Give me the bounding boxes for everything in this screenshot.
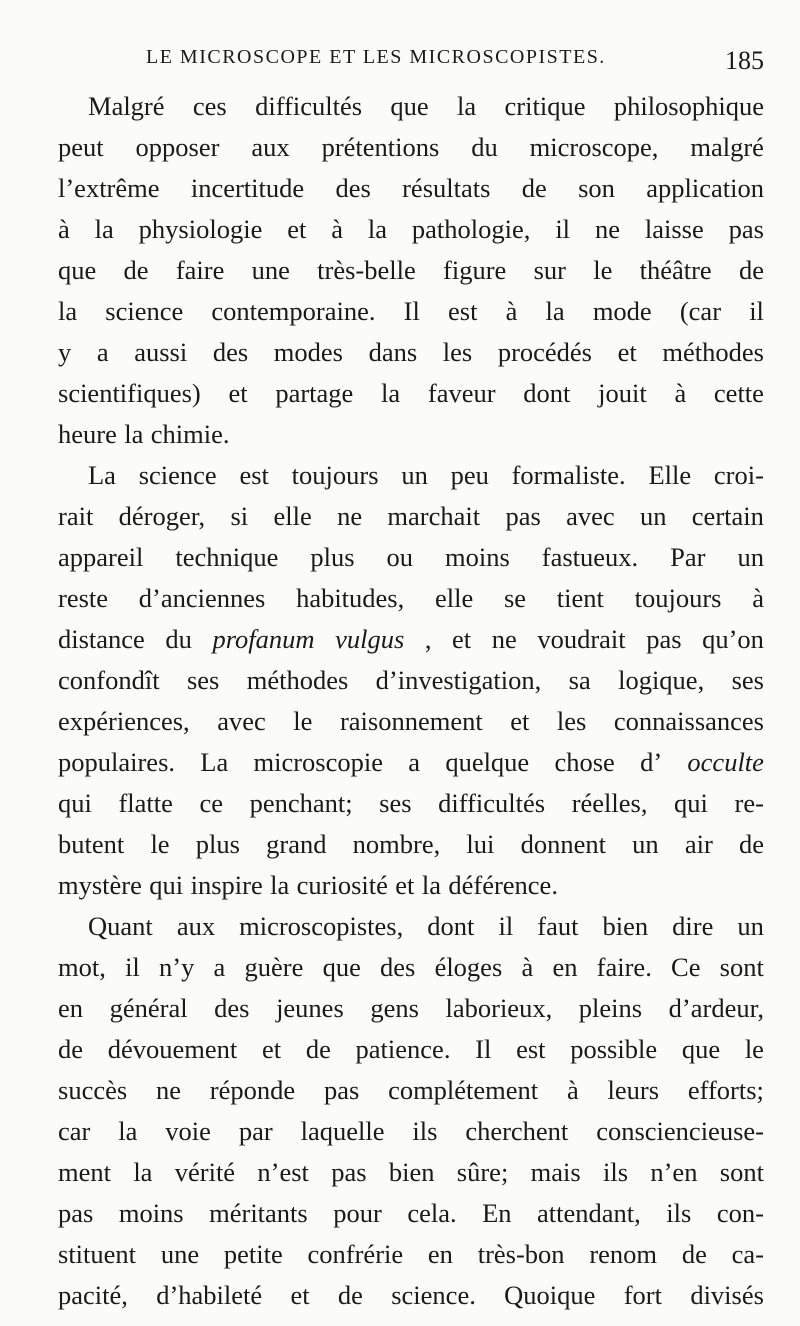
word: la — [381, 378, 401, 408]
word: science — [138, 460, 217, 490]
word: et — [617, 337, 637, 367]
word: ou — [386, 542, 413, 572]
word: pacité, — [58, 1280, 128, 1310]
word: sur — [533, 255, 566, 285]
word: d’investigation, — [375, 665, 542, 695]
word: critique — [504, 91, 586, 121]
text-line — [58, 1152, 764, 1193]
word: croi- — [713, 460, 764, 490]
word: microscopistes, — [239, 911, 404, 941]
word: a — [408, 747, 421, 777]
word: toujours — [634, 583, 722, 613]
word: une — [251, 255, 290, 285]
word: très-bon — [477, 1239, 565, 1269]
word: réponde — [209, 1075, 296, 1105]
word: que — [390, 91, 429, 121]
word: de — [337, 1280, 363, 1310]
word: (car — [679, 296, 722, 326]
word: mode — [592, 296, 652, 326]
word: reste — [58, 583, 109, 613]
text-line — [58, 168, 764, 209]
word: aussi — [134, 337, 188, 367]
text-line — [58, 906, 764, 947]
word: de — [738, 255, 764, 285]
word: les — [442, 337, 473, 367]
word: méthodes — [246, 665, 349, 695]
word: de — [305, 1034, 331, 1064]
word: dont — [427, 911, 475, 941]
word: incertitude — [190, 173, 305, 203]
word: de — [521, 173, 547, 203]
word: déroger, — [118, 501, 206, 531]
word: formaliste. — [511, 460, 626, 490]
word: qui — [674, 788, 708, 818]
word: à — [521, 952, 534, 982]
word: laborieux, — [445, 993, 553, 1023]
word: elle — [434, 583, 474, 613]
word: figure — [443, 255, 507, 285]
word: en — [58, 993, 84, 1023]
word: habitudes, — [296, 583, 405, 613]
text-line — [58, 209, 764, 250]
word: un — [632, 829, 659, 859]
word: du — [165, 624, 192, 654]
word: ces — [192, 91, 227, 121]
word: à — [58, 214, 70, 244]
word: ils — [412, 1116, 438, 1146]
word: possible — [570, 1034, 658, 1064]
word: de — [58, 1034, 84, 1064]
word: une — [160, 1239, 200, 1269]
word: à — [331, 214, 344, 244]
text-line — [58, 250, 764, 291]
word: Quant — [88, 911, 153, 941]
word: a — [213, 952, 226, 982]
word: et — [287, 214, 307, 244]
word: , — [424, 624, 432, 654]
word: petite — [223, 1239, 283, 1269]
word: et — [452, 624, 472, 654]
text-line — [58, 537, 764, 578]
word: confondît — [58, 665, 160, 695]
word: succès — [58, 1075, 128, 1105]
paragraph — [58, 906, 764, 1316]
word: réelles, — [571, 788, 648, 818]
word: leurs — [607, 1075, 660, 1105]
word: est — [448, 296, 478, 326]
word: La — [200, 747, 229, 777]
word: de — [123, 255, 149, 285]
word: donnent — [520, 829, 606, 859]
word: sa — [568, 665, 591, 695]
word: éloges — [434, 952, 503, 982]
word: son — [578, 173, 615, 203]
word: certain — [691, 501, 764, 531]
word: faire — [175, 255, 225, 285]
word: de — [738, 829, 764, 859]
word: d’habileté — [156, 1280, 263, 1310]
word: a — [96, 337, 109, 367]
text-line — [58, 1193, 764, 1234]
word: science — [105, 296, 184, 326]
word: le — [744, 1034, 764, 1064]
text-line — [58, 660, 764, 701]
text-line — [58, 1111, 764, 1152]
word: le — [150, 829, 170, 859]
word: d’ — [640, 747, 663, 777]
word: et — [228, 378, 248, 408]
word: qui — [58, 788, 92, 818]
word: la — [133, 1157, 153, 1187]
word: rait — [58, 501, 94, 531]
word: logique, — [618, 665, 705, 695]
word: voudrait — [537, 624, 626, 654]
word: n’en — [650, 1157, 698, 1187]
word: par — [238, 1116, 273, 1146]
word: distance — [58, 624, 145, 654]
word: prétentions — [321, 132, 440, 162]
word: pas — [728, 214, 764, 244]
word: pathologie, — [411, 214, 531, 244]
text-line — [58, 1234, 764, 1275]
word: la — [270, 870, 290, 900]
word: l’extrême — [58, 173, 160, 203]
page-number: 185 — [725, 46, 764, 75]
text-line — [58, 578, 764, 619]
word: connaissances — [613, 706, 764, 736]
word: les — [556, 706, 587, 736]
word: physiologie — [138, 214, 263, 244]
word: renom — [589, 1239, 658, 1269]
word: jouit — [598, 378, 647, 408]
word: est — [239, 460, 269, 490]
word: sont — [719, 952, 764, 982]
word: dire — [672, 911, 714, 941]
word: plus — [310, 542, 355, 572]
text-line — [58, 1029, 764, 1070]
word: un — [639, 501, 667, 531]
word: en — [552, 952, 578, 982]
word: n’est — [257, 1157, 309, 1187]
word: la — [118, 1116, 138, 1146]
word: butent — [58, 829, 125, 859]
text-line — [58, 127, 764, 168]
word: ses — [186, 665, 220, 695]
word: confrérie — [307, 1239, 404, 1269]
word: faveur — [427, 378, 496, 408]
word: la — [545, 296, 565, 326]
word: déférence. — [448, 870, 558, 900]
word: ne — [155, 1075, 181, 1105]
text-line — [58, 455, 764, 496]
text-line — [58, 373, 764, 414]
word: toujours — [291, 460, 379, 490]
word: qu’on — [702, 624, 764, 654]
word: il — [749, 296, 764, 326]
word: du — [471, 132, 498, 162]
word: avec — [566, 501, 615, 531]
word: moins — [444, 542, 510, 572]
word: dévouement — [107, 1034, 238, 1064]
word: chimie. — [150, 419, 230, 449]
word: grand — [266, 829, 327, 859]
page-header — [58, 46, 764, 86]
word: la — [457, 91, 477, 121]
word: pas — [646, 624, 682, 654]
word: curiosité — [296, 870, 388, 900]
word: gens — [370, 993, 419, 1023]
word: y — [58, 337, 72, 367]
word: ca- — [731, 1239, 764, 1269]
word: nombre, — [352, 829, 441, 859]
word: que — [322, 952, 361, 982]
word: Elle — [648, 460, 692, 490]
word: flatte — [118, 788, 173, 818]
text-line — [58, 496, 764, 537]
word: vulgus — [335, 624, 405, 654]
word: microscope, — [529, 132, 659, 162]
word: un — [401, 460, 428, 490]
word: en — [427, 1239, 453, 1269]
word: des — [335, 173, 371, 203]
word: technique — [175, 542, 279, 572]
word: un — [737, 542, 764, 572]
word: air — [684, 829, 713, 859]
word: consciencieuse- — [596, 1116, 764, 1146]
word: jeunes — [276, 993, 344, 1023]
word: pas — [505, 501, 541, 531]
word: bien — [388, 1157, 435, 1187]
word: En — [482, 1198, 512, 1228]
word: peut — [58, 132, 104, 162]
word: plus — [195, 829, 240, 859]
word: sont — [719, 1157, 764, 1187]
word: d’ardeur, — [668, 993, 764, 1023]
word: penchant; — [249, 788, 353, 818]
text-line — [58, 865, 764, 906]
word: ne — [491, 624, 517, 654]
word: pas — [323, 1075, 360, 1105]
word: divisés — [690, 1280, 764, 1310]
word: quelque — [445, 747, 530, 777]
word: application — [646, 173, 764, 203]
word: la — [94, 214, 114, 244]
word: car — [58, 1116, 91, 1146]
word: très-belle — [317, 255, 416, 285]
word: La — [88, 460, 116, 490]
text-line — [58, 824, 764, 865]
word: profanum — [212, 624, 315, 654]
word: cherchent — [465, 1116, 569, 1146]
word: méthodes — [662, 337, 764, 367]
word: lui — [466, 829, 495, 859]
word: ne — [337, 501, 363, 531]
word: occulte — [687, 747, 764, 777]
word: marchait — [387, 501, 481, 531]
word: méritants — [209, 1198, 308, 1228]
word: peu — [450, 460, 489, 490]
word: des — [214, 993, 250, 1023]
word: dont — [523, 378, 571, 408]
word: théâtre — [639, 255, 712, 285]
word: et — [261, 1034, 282, 1064]
word: elle — [273, 501, 312, 531]
word: la — [124, 419, 144, 449]
word: ses — [379, 788, 412, 818]
word: dans — [368, 337, 418, 367]
word: à — [674, 378, 687, 408]
word: complétement — [388, 1075, 539, 1105]
word: pour — [333, 1198, 382, 1228]
word: pas — [58, 1198, 94, 1228]
word: à — [752, 583, 764, 613]
word: inspire — [190, 870, 263, 900]
text-line — [58, 414, 764, 455]
word: philosophique — [613, 91, 764, 121]
word: il — [125, 952, 140, 982]
word: des — [380, 952, 416, 982]
text-line — [58, 1275, 764, 1316]
word: partage — [275, 378, 354, 408]
word: laisse — [644, 214, 704, 244]
word: si — [230, 501, 249, 531]
text-line — [58, 947, 764, 988]
text-line — [58, 783, 764, 824]
word: patience. — [355, 1034, 451, 1064]
word: ils — [666, 1198, 692, 1228]
word: guère — [244, 952, 304, 982]
word: appareil — [58, 542, 144, 572]
text-line — [58, 742, 764, 783]
word: bien — [602, 911, 649, 941]
word: efforts; — [687, 1075, 764, 1105]
word: laquelle — [300, 1116, 385, 1146]
word: stituent — [58, 1239, 137, 1269]
word: science. — [391, 1280, 476, 1310]
word: difficultés — [438, 788, 546, 818]
word: la — [58, 296, 78, 326]
word: Il — [403, 296, 420, 326]
word: mot, — [58, 952, 106, 982]
word: et — [510, 706, 530, 736]
word: populaires. — [58, 747, 176, 777]
text-line — [58, 86, 764, 127]
word: microscopie — [253, 747, 384, 777]
word: avec — [217, 706, 266, 736]
word: la — [421, 870, 441, 900]
word: raisonnement — [339, 706, 483, 736]
word: il — [498, 911, 514, 941]
text-line — [58, 988, 764, 1029]
word: général — [109, 993, 188, 1023]
word: que — [58, 255, 97, 285]
word: se — [503, 583, 527, 613]
word: faire. — [596, 952, 652, 982]
word: de — [681, 1239, 707, 1269]
word: aux — [176, 911, 216, 941]
word: résultats — [402, 173, 491, 203]
word: malgré — [690, 132, 764, 162]
word: chose — [554, 747, 615, 777]
word: n’y — [159, 952, 195, 982]
text-line — [58, 1070, 764, 1111]
word: à — [505, 296, 518, 326]
word: cela. — [407, 1198, 457, 1228]
word: modes — [273, 337, 343, 367]
word: ment — [58, 1157, 111, 1187]
word: opposer — [135, 132, 220, 162]
word: le — [293, 706, 313, 736]
word: expériences, — [58, 706, 190, 736]
word: ses — [731, 665, 764, 695]
word: voie — [165, 1116, 211, 1146]
word: Malgré — [88, 91, 165, 121]
word: difficultés — [255, 91, 363, 121]
word: aux — [251, 132, 290, 162]
word: fort — [623, 1280, 662, 1310]
word: ils — [603, 1157, 629, 1187]
word: le — [593, 255, 613, 285]
word: contemporaine. — [211, 296, 376, 326]
word: qui — [149, 870, 184, 900]
word: la — [367, 214, 388, 244]
word: Il — [475, 1034, 492, 1064]
word: cette — [713, 378, 764, 408]
text-line — [58, 701, 764, 742]
word: mais — [530, 1157, 581, 1187]
word: il — [555, 214, 571, 244]
word: tient — [556, 583, 604, 613]
word: heure — [58, 419, 117, 449]
word: et — [290, 1280, 310, 1310]
word: scientifiques) — [58, 378, 201, 408]
running-title: LE MICROSCOPE ET LES MICROSCOPISTES. — [146, 46, 606, 68]
word: est — [516, 1034, 546, 1064]
word: vérité — [174, 1157, 236, 1187]
word: sûre; — [456, 1157, 509, 1187]
text-line — [58, 619, 764, 660]
word: d’anciennes — [138, 583, 266, 613]
text-line — [58, 332, 764, 373]
paragraph — [58, 86, 764, 455]
word: à — [566, 1075, 579, 1105]
word: un — [737, 911, 764, 941]
word: et — [395, 870, 415, 900]
word: ce — [199, 788, 223, 818]
word: pas — [331, 1157, 367, 1187]
word: moins — [118, 1198, 184, 1228]
word: des — [212, 337, 249, 367]
word: mystère — [58, 870, 142, 900]
word: faut — [537, 911, 579, 941]
word: Ce — [671, 952, 701, 982]
word: Quoique — [504, 1280, 596, 1310]
word: con- — [716, 1198, 764, 1228]
paragraph — [58, 455, 764, 906]
word: ne — [594, 214, 620, 244]
word: re- — [734, 788, 764, 818]
text-line — [58, 291, 764, 332]
body-text — [58, 86, 764, 1316]
word: attendant, — [537, 1198, 641, 1228]
word: fastueux. — [541, 542, 639, 572]
word: que — [681, 1034, 721, 1064]
word: Par — [670, 542, 706, 572]
word: procédés — [497, 337, 592, 367]
word: pleins — [578, 993, 643, 1023]
